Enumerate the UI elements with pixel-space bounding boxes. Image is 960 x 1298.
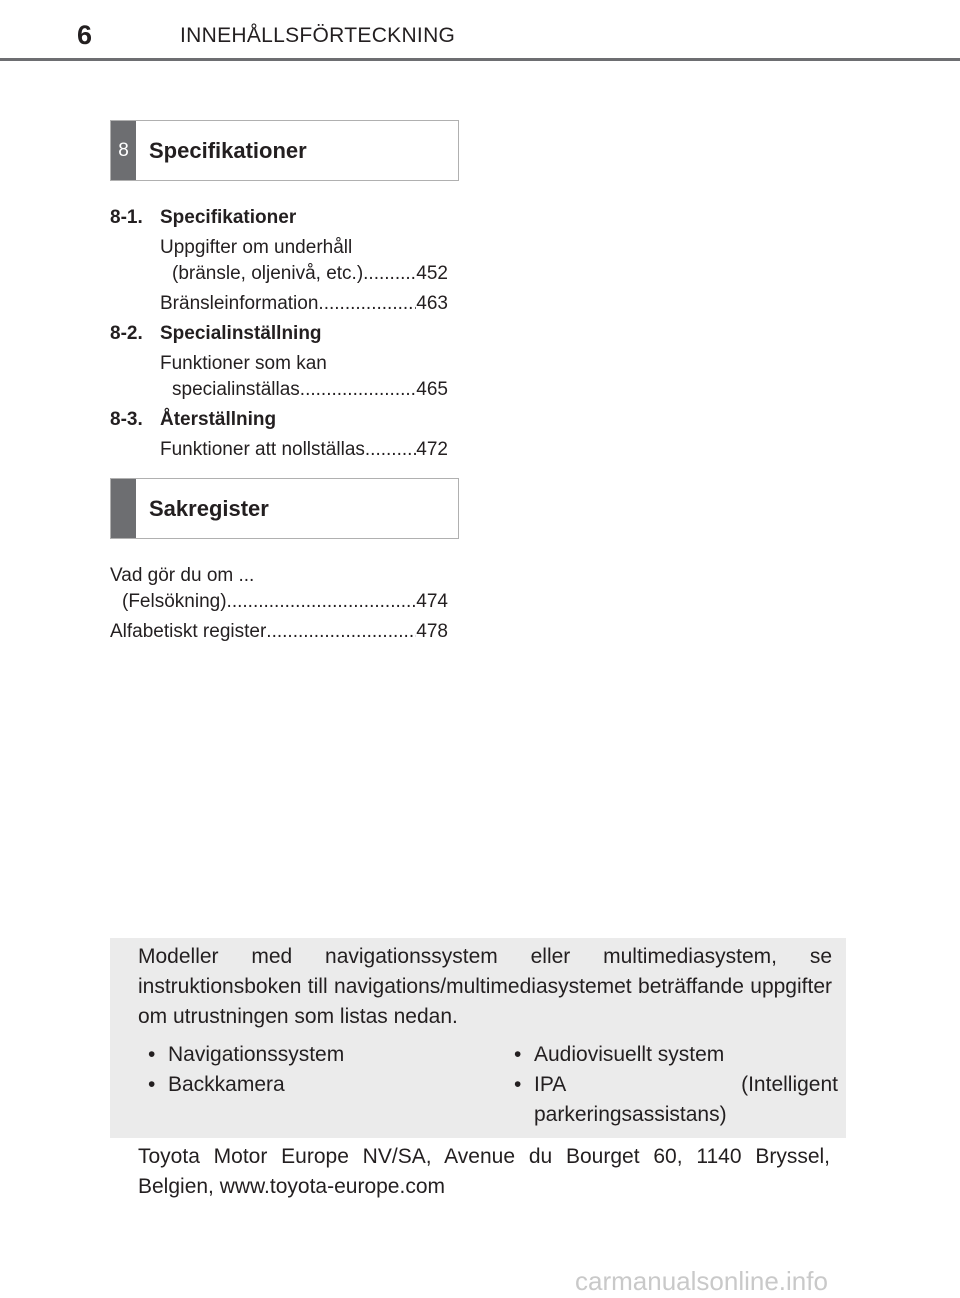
bullet-item: • Backkamera	[142, 1070, 472, 1100]
toc-entry[interactable]: Vad gör du om ... (Felsökning) ..... 474	[110, 563, 448, 615]
bullet-item: • IPA (Intelligent parkeringsassistans)	[508, 1070, 838, 1130]
toc-index	[110, 563, 448, 649]
note-text: Modeller med navigationssystem eller multimediasystem, se instruktionsboken till navigations/multimediasystemet beträffande uppgifter om utrustningen som listas nedan.	[138, 945, 832, 1028]
section-8-heading	[110, 120, 459, 181]
page-ref: 452	[416, 263, 448, 284]
bullet-item: • Navigationssystem	[142, 1040, 472, 1070]
toc-entry[interactable]: Uppgifter om underhåll (bränsle, oljenivå, etc.) ..... 452	[160, 235, 448, 287]
toc-entry[interactable]: Bränsleinformation ..... 463	[160, 291, 448, 317]
page-ref: 474	[416, 591, 448, 612]
page-number: 6	[77, 20, 93, 50]
page-ref: 463	[416, 293, 448, 314]
chapter-heading[interactable]: 8-1. Specifikationer	[110, 207, 297, 228]
bullet-list-left	[142, 1040, 472, 1100]
publisher-address: Toyota Motor Europe NV/SA, Avenue du Bourget 60, 1140 Bryssel, Belgien, www.toyota-europe.com	[138, 1145, 830, 1198]
page-header	[0, 0, 960, 62]
section-tab	[111, 479, 136, 538]
watermark: carmanualsonline.info	[575, 1266, 828, 1296]
chapter-heading[interactable]: 8-3. Återställning	[110, 409, 277, 430]
info-note-box	[110, 938, 846, 1138]
header-rule	[0, 58, 960, 61]
page-ref: 478	[416, 621, 448, 642]
toc-entry[interactable]: Funktioner att nollställas ..... 472	[160, 437, 448, 463]
page-ref: 465	[416, 379, 448, 400]
section-title: Specifikationer	[149, 138, 307, 163]
toc-entry[interactable]: Funktioner som kan specialinställas ..... 465	[160, 351, 448, 403]
bullet-list-right	[508, 1040, 838, 1130]
header-title: INNEHÅLLSFÖRTECKNING	[180, 24, 456, 47]
page-ref: 472	[416, 439, 448, 460]
chapter-heading[interactable]: 8-2. Specialinställning	[110, 323, 322, 344]
toc-entry[interactable]: Alfabetiskt register ..... 478	[110, 619, 448, 645]
section-title: Sakregister	[149, 496, 269, 521]
bullet-item: • Audiovisuellt system	[508, 1040, 838, 1070]
toc-section-8	[110, 205, 448, 467]
index-heading	[110, 478, 459, 539]
section-number-tab: 8	[111, 121, 136, 180]
